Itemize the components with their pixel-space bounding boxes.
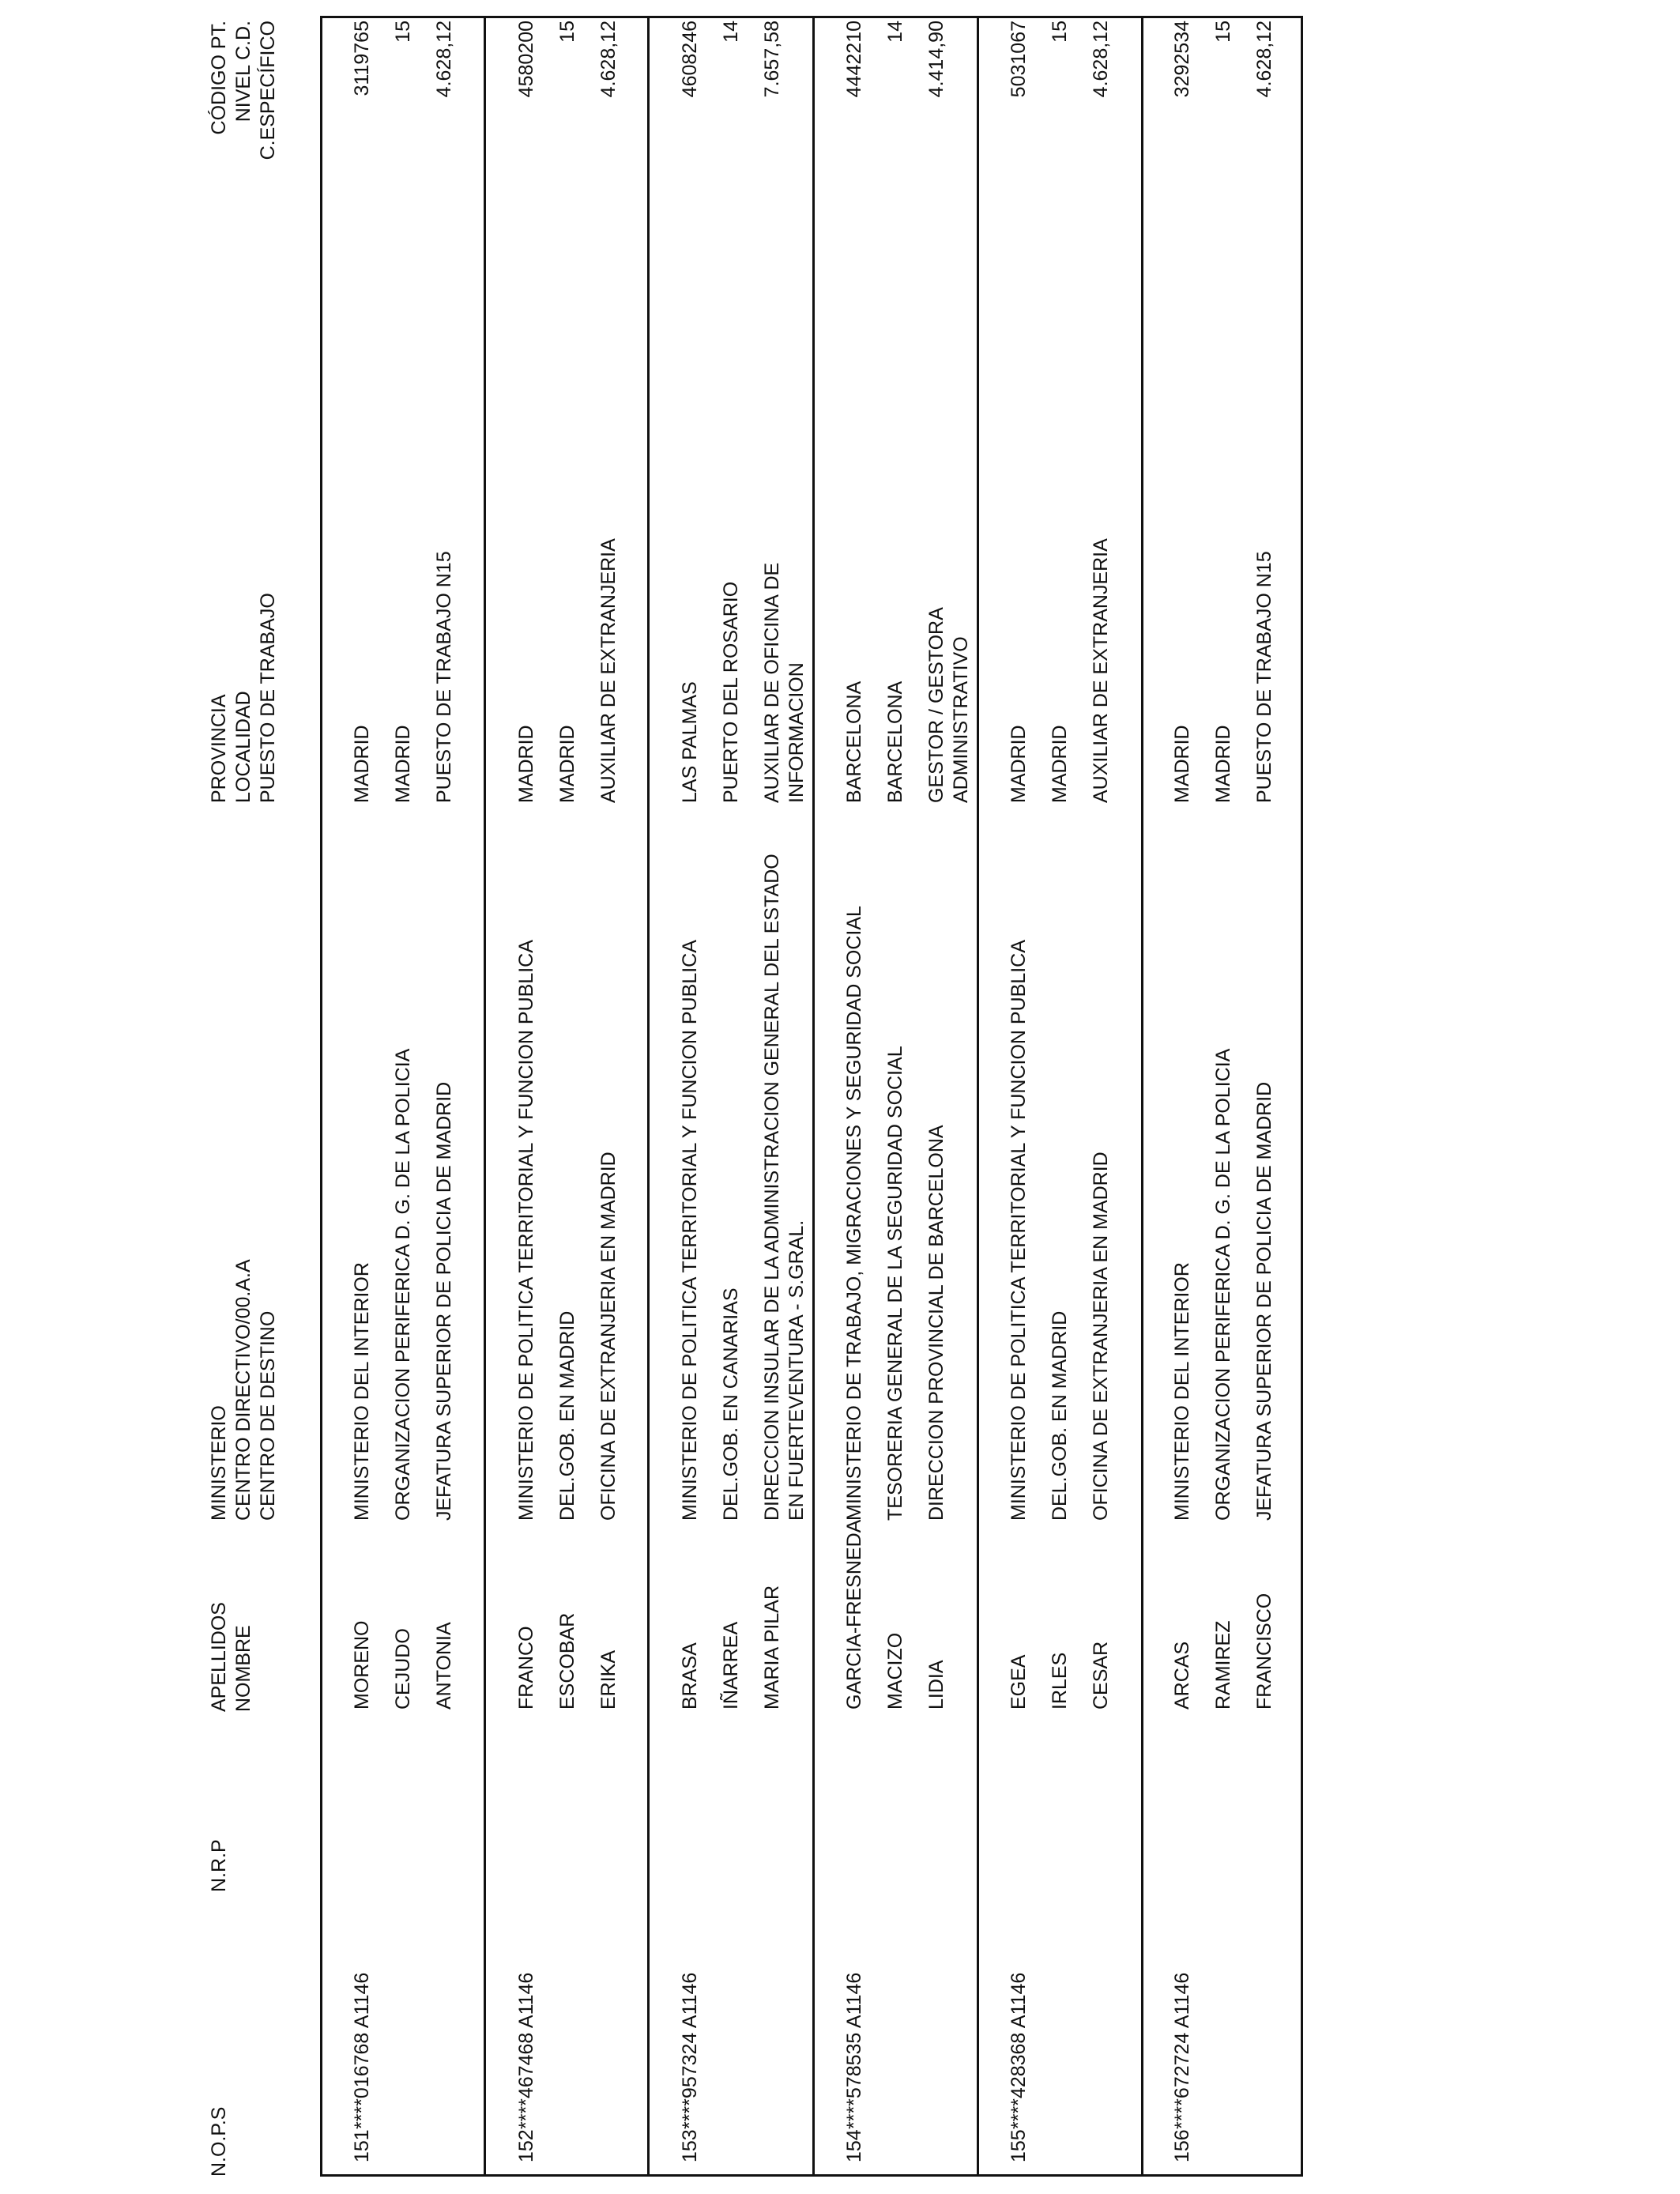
record-localidad: MADRID: [1049, 725, 1071, 803]
row-divider: [812, 16, 815, 2177]
record-localidad: MADRID: [556, 725, 578, 803]
record-nrp: ****672724 A1146: [1171, 1972, 1193, 2129]
record-number: 151: [351, 2129, 373, 2162]
row-divider: [484, 16, 486, 2177]
record-nrp: ****016768 A1146: [351, 1972, 373, 2129]
record-c-especifico: 4.628,12: [1090, 21, 1112, 98]
record-ministerio: MINISTERIO DE POLITICA TERRITORIAL Y FUNCION PUBLICA: [1008, 940, 1030, 1521]
record-codigo-pt: 5031067: [1008, 21, 1030, 98]
record-number: 154: [843, 2129, 865, 2162]
record-localidad: BARCELONA: [884, 680, 906, 803]
record-centro-destino: DIRECCION INSULAR DE LA ADMINISTRACION GENERAL DEL ESTADO EN FUERTEVENTURA - S.GRAL.: [761, 854, 808, 1521]
record-ministerio: MINISTERIO DEL INTERIOR: [351, 1262, 373, 1521]
record-ministerio: MINISTERIO DEL INTERIOR: [1171, 1262, 1193, 1521]
record-localidad: MADRID: [392, 725, 414, 803]
record-surname-2: RAMIREZ: [1212, 1620, 1234, 1710]
record-surname-1: BRASA: [679, 1642, 701, 1710]
record-centro-destino: JEFATURA SUPERIOR DE POLICIA DE MADRID: [433, 1081, 455, 1521]
record-codigo-pt: 3292534: [1171, 21, 1193, 98]
record-number: 156: [1171, 2129, 1193, 2162]
record-codigo-pt: 4608246: [679, 21, 701, 98]
table-frame: [320, 16, 1303, 2177]
record-surname-2: MACIZO: [884, 1632, 906, 1710]
record-centro-directivo: DEL.GOB. EN MADRID: [556, 1310, 578, 1521]
record-centro-directivo: TESORERIA GENERAL DE LA SEGURIDAD SOCIAL: [884, 1046, 906, 1521]
row-divider: [1141, 16, 1143, 2177]
record-centro-directivo: DEL.GOB. EN MADRID: [1049, 1310, 1071, 1521]
record-nrp: ****957324 A1146: [679, 1972, 701, 2129]
record-surname-2: CEJUDO: [392, 1628, 414, 1710]
record-first-name: MARIA PILAR: [761, 1585, 783, 1710]
header-ministerio-centro: MINISTERIO CENTRO DIRECTIVO/00.A.A CENTRO DE DESTINO: [208, 1259, 279, 1521]
record-ministerio: MINISTERIO DE POLITICA TERRITORIAL Y FUNCION PUBLICA: [679, 940, 701, 1521]
record-centro-destino: OFICINA DE EXTRANJERIA EN MADRID: [1090, 1152, 1112, 1521]
record-c-especifico: 4.628,12: [597, 21, 620, 98]
record-codigo-pt: 4442210: [843, 21, 865, 98]
record-puesto: AUXILIAR DE EXTRANJERIA: [1090, 538, 1112, 803]
record-first-name: ERIKA: [597, 1649, 620, 1710]
row-divider: [647, 16, 650, 2177]
record-centro-directivo: ORGANIZACION PERIFERICA D. G. DE LA POLICIA: [1212, 1048, 1234, 1521]
record-first-name: LIDIA: [925, 1660, 947, 1710]
record-provincia: LAS PALMAS: [679, 681, 701, 803]
record-c-especifico: 7.657,58: [761, 21, 783, 98]
record-centro-directivo: ORGANIZACION PERIFERICA D. G. DE LA POLICIA: [392, 1048, 414, 1521]
record-surname-1: GARCIA-FRESNEDA: [843, 1519, 865, 1710]
header-codigo-nivel: CÓDIGO PT. NIVEL C.D. C.ESPECÍFICO: [208, 21, 279, 160]
record-surname-2: IRLES: [1049, 1652, 1071, 1710]
record-puesto: PUESTO DE TRABAJO N15: [433, 551, 455, 803]
record-ministerio: MINISTERIO DE TRABAJO, MIGRACIONES Y SEGURIDAD SOCIAL: [843, 906, 865, 1521]
record-c-especifico: 4.414,90: [925, 21, 947, 98]
record-centro-directivo: DEL.GOB. EN CANARIAS: [720, 1287, 742, 1521]
record-centro-destino: JEFATURA SUPERIOR DE POLICIA DE MADRID: [1253, 1081, 1275, 1521]
record-provincia: MADRID: [515, 725, 537, 803]
record-number: 155: [1008, 2129, 1030, 2162]
record-nivel-cd: 15: [556, 21, 578, 43]
record-nrp: ****578535 A1146: [843, 1972, 865, 2129]
record-provincia: MADRID: [1171, 725, 1193, 803]
record-codigo-pt: 4580200: [515, 21, 537, 98]
record-nrp: ****428368 A1146: [1008, 1972, 1030, 2129]
record-puesto: AUXILIAR DE EXTRANJERIA: [597, 538, 620, 803]
header-nops: N.O.P.S: [208, 2106, 230, 2177]
record-centro-destino: DIRECCION PROVINCIAL DE BARCELONA: [925, 1125, 947, 1521]
record-localidad: MADRID: [1212, 725, 1234, 803]
record-surname-1: FRANCO: [515, 1626, 537, 1710]
record-nivel-cd: 14: [884, 21, 906, 43]
record-puesto: GESTOR / GESTORA ADMINISTRATIVO: [925, 608, 972, 803]
row-divider: [977, 16, 979, 2177]
record-provincia: MADRID: [1008, 725, 1030, 803]
record-nrp: ****467468 A1146: [515, 1972, 537, 2129]
header-provincia-puesto: PROVINCIA LOCALIDAD PUESTO DE TRABAJO: [208, 593, 279, 803]
record-c-especifico: 4.628,12: [433, 21, 455, 98]
record-centro-destino: OFICINA DE EXTRANJERIA EN MADRID: [597, 1152, 620, 1521]
record-nivel-cd: 15: [1049, 21, 1071, 43]
record-provincia: BARCELONA: [843, 680, 865, 803]
record-c-especifico: 4.628,12: [1253, 21, 1275, 98]
header-apellidos-nombre: APELLIDOS NOMBRE: [208, 1602, 254, 1712]
record-number: 152: [515, 2129, 537, 2162]
record-first-name: CESAR: [1090, 1641, 1112, 1710]
record-nivel-cd: 15: [392, 21, 414, 43]
record-number: 153: [679, 2129, 701, 2162]
record-localidad: PUERTO DEL ROSARIO: [720, 581, 742, 803]
record-first-name: ANTONIA: [433, 1622, 455, 1710]
record-surname-2: ESCOBAR: [556, 1612, 578, 1710]
record-surname-1: ARCAS: [1171, 1641, 1193, 1710]
record-ministerio: MINISTERIO DE POLITICA TERRITORIAL Y FUNCION PUBLICA: [515, 940, 537, 1521]
record-puesto: PUESTO DE TRABAJO N15: [1253, 551, 1275, 803]
record-codigo-pt: 3119765: [351, 21, 373, 96]
record-nivel-cd: 14: [720, 21, 742, 43]
record-provincia: MADRID: [351, 725, 373, 803]
record-first-name: FRANCISCO: [1253, 1593, 1275, 1710]
record-surname-2: IÑARREA: [720, 1621, 742, 1710]
record-surname-1: EGEA: [1008, 1654, 1030, 1710]
record-nivel-cd: 15: [1212, 21, 1234, 43]
record-puesto: AUXILIAR DE OFICINA DE INFORMACION: [761, 562, 808, 803]
record-surname-1: MORENO: [351, 1620, 373, 1710]
header-nrp: N.R.P: [208, 1839, 230, 1892]
